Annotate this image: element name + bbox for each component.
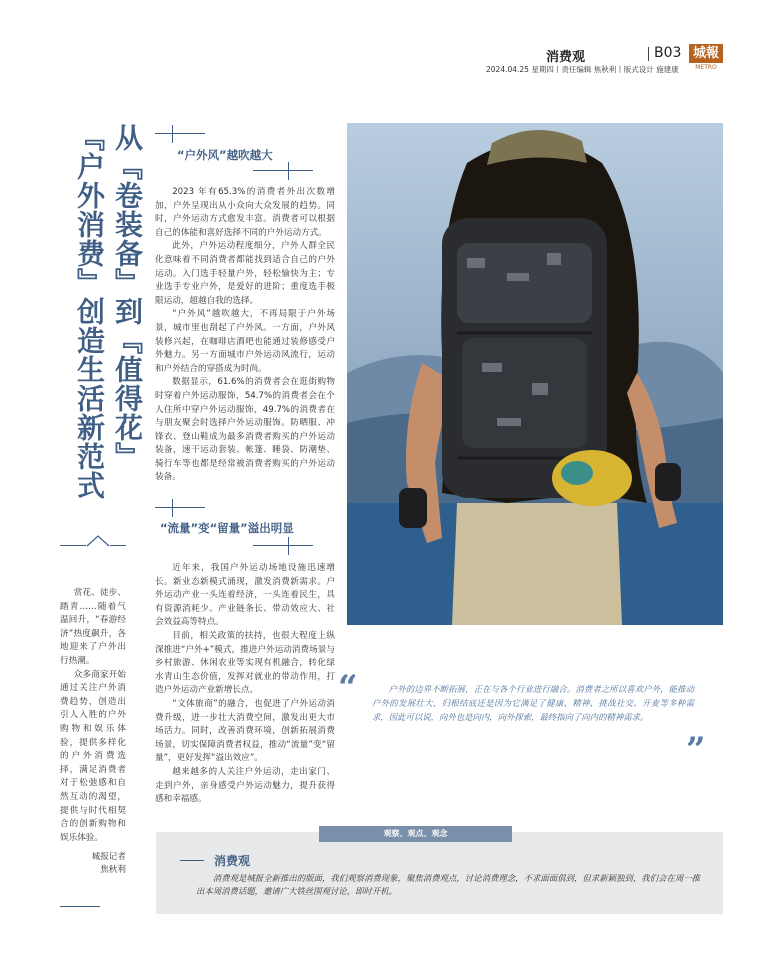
newspaper-logo: 城報 (689, 44, 723, 63)
paragraph: 数据显示，61.6%的消费者会在逛街购物时穿着户外运动服饰，54.7%的消费者会在个人住所中穿户外运动服饰，49.7%的消费者在与朋友聚会时选择户外运动服饰。防晒服、冲锋衣、登山鞋成为最多消费者购买的户外运动装备，速干运动套装、帐篷、睡袋、防潮垫、骑行车等也都是经常被消费者购买的户外运动装备。 (155, 377, 335, 483)
page-number: B03 (654, 45, 682, 61)
deco-tick (288, 162, 289, 180)
deco-line (253, 170, 313, 171)
issue-info: 2024.04.25 星期四丨责任编辑 焦秋利丨版式设计 施建康 (486, 65, 679, 74)
pull-quote (372, 682, 694, 724)
headline-line-1: 从『卷装备』到『值得花』 (111, 123, 144, 471)
deco-tick (172, 125, 173, 143)
deco-line (60, 545, 86, 546)
headline (50, 123, 146, 523)
column-title: 消费观 (214, 854, 251, 868)
section2-subhead: “流量”变“留量”溢出明显 (160, 521, 294, 535)
deco-line (253, 545, 313, 546)
column-description (196, 872, 700, 898)
paragraph: 赏花、徒步、踏青……随着气温回升，“春游经济”热度飙升，各地迎来了户外出行热潮。 (60, 588, 126, 666)
deco-line (155, 133, 205, 134)
paragraph: 消费观是城报全新推出的版面，我们观察消费现象，聚焦消费观点，讨论消费理念，不求面面俱到，但求新颖独到，我们会在周一推出本周消费话题，邀请广大铁丝围观讨论，即时开机。 (196, 873, 700, 896)
byline-role: 城报记者 (91, 852, 126, 863)
headline-line-2: 『户外消费』创造生活新范式 (73, 123, 106, 500)
section1-subhead: “户外风”越吹越大 (177, 148, 273, 162)
paragraph: 众多商家开始通过关注户外消费趋势，创造出引人入胜的户外购物和娱乐体验，提供多样化的户外消费选择，满足消费者对于松弛感和自然互动的渴望，提供与时代相契合的创新购物和娱乐体验。 (60, 669, 126, 843)
deco-tick (288, 537, 289, 555)
quote-open-icon: “ (338, 668, 358, 708)
paragraph: 2023 年有65.3%的消费者外出次数增加，户外呈现出从小众向大众发展的趋势。同时，户外运动方式愈发丰富。消费者可以根据自己的体能和喜好选择不同的户外运动方式。 (155, 187, 335, 238)
section-name: 消费观 (546, 50, 586, 65)
deco-line (110, 545, 126, 546)
paragraph: 越来越多的人关注户外运动，走出家门、走到户外，亲身感受户外运动魅力，提升获得感和幸福感。 (155, 766, 335, 805)
header-divider (648, 47, 649, 61)
deco-line (155, 507, 205, 508)
section1-body (155, 186, 335, 485)
chevron-up-icon (86, 535, 110, 547)
paragraph: “文体旅商”的融合，也促进了户外运动消费升级，进一步壮大消费空间，激发出更大市场活力。同时，改善消费环境，创新拓展消费场景，切实保障消费者权益，推动“流量”变“留量”，更好发挥“溢出效应”。 (155, 698, 335, 764)
sidebar-intro (60, 587, 126, 877)
deco-line (180, 860, 204, 861)
deco-tick (172, 499, 173, 517)
paragraph: 此外，户外运动程度细分，户外人群全民化意味着不同消费者都能找到适合自己的户外运动。入门选手轻量户外，轻松愉快为主；专业选手专业户外，是爱好的进阶；重度选手极限运动，超越自我的选择。 (155, 241, 335, 306)
quote-close-icon: ” (686, 730, 706, 770)
paragraph: 目前，相关政策的扶持，也很大程度上纵深推进“户外+”模式，推进户外运动消费场景与乡村旅游、休闲农业等实现有机融合，转化绿水青山生态价值，发挥对就业的带动作用，打造户外运动产业新增长点。 (155, 630, 335, 696)
deco-line (60, 906, 100, 907)
quote-text: 户外的边界不断拓展，正在与各个行业进行融合。消费者之所以喜欢户外，能推动户外的发展壮大，归根结底还是因为它满足了健康、精神、挑战社交、开麦等多种需求，因此可以说，向外也是向内，向外探索，最终指向了向内的精神需求。 (372, 684, 694, 722)
column-tagline: 观察、观点、观念 (319, 826, 512, 842)
byline-name: 焦秋利 (100, 865, 126, 876)
section2-body (155, 562, 335, 807)
hiker-photo (347, 123, 723, 625)
paragraph: “户外风”越吹越大，不再局限于户外场景，城市里也刮起了户外风。一方面，户外风装修兴起，在咖啡店酒吧也能通过装修感受户外魅力。另一方面城市户外运动风流行，运动和户外结合的穿搭成为时尚。 (155, 309, 335, 374)
paragraph: 近年来，我国户外运动场地设施迅速增长。新业态新模式涌现，激发消费新需求。户外运动产业一头连着经济，一头连着民生，具有资源消耗少、产业链条长、带动效应大、社会效益高等特点。 (155, 563, 335, 628)
newspaper-logo-en: METRO (695, 64, 717, 71)
